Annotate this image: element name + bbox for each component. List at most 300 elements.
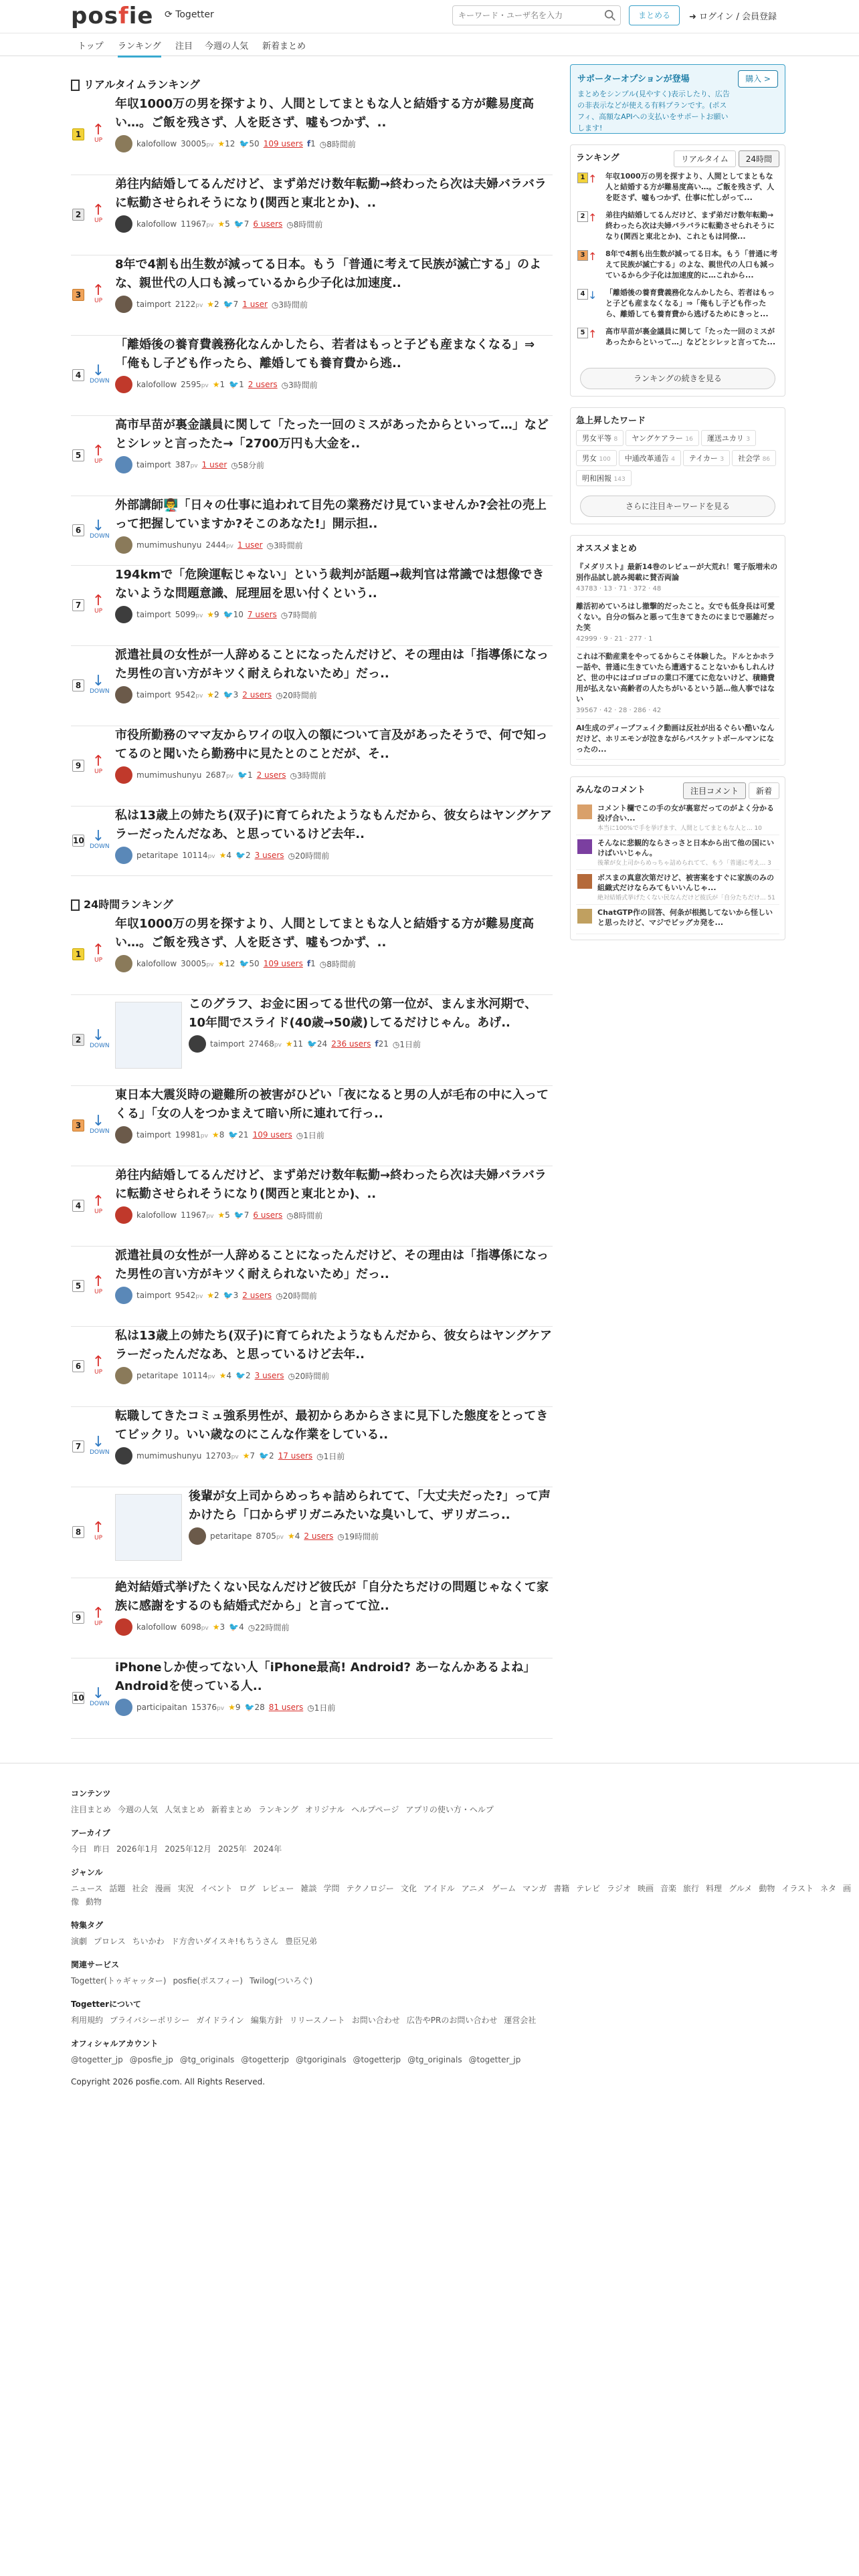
- comment-item[interactable]: [576, 870, 779, 905]
- favorites: [217, 959, 235, 968]
- footer-link[interactable]: @togetterjp: [353, 2055, 401, 2064]
- footer-link[interactable]: レビュー: [262, 1884, 294, 1893]
- bookmark-users[interactable]: 109 users: [252, 1130, 292, 1140]
- footer-link[interactable]: マンガ: [522, 1884, 547, 1893]
- footer-link[interactable]: 2026年1月: [116, 1844, 159, 1854]
- keyword-tag[interactable]: [576, 450, 617, 466]
- bookmark-users[interactable]: 7 users: [247, 610, 277, 619]
- footer-link[interactable]: プライバシーポリシー: [110, 2016, 190, 2025]
- footer-link[interactable]: 動物: [759, 1884, 775, 1893]
- bookmark-users[interactable]: 2 users: [242, 690, 272, 700]
- ranking-item[interactable]: [71, 1327, 553, 1407]
- nav-weekly[interactable]: 今週の人気: [205, 41, 249, 51]
- footer-link[interactable]: ログ: [239, 1884, 256, 1893]
- footer-link[interactable]: イベント: [200, 1884, 233, 1893]
- ranking-item[interactable]: [71, 995, 553, 1086]
- author-name[interactable]: participaitan: [136, 1703, 187, 1712]
- rank-badge: 9: [72, 1612, 84, 1624]
- author-name[interactable]: taimport: [210, 1039, 245, 1049]
- bookmark-users[interactable]: 3 users: [254, 1371, 284, 1380]
- promo-purchase-button[interactable]: 購入 >: [738, 70, 778, 88]
- author-name[interactable]: taimport: [136, 1130, 171, 1140]
- footer-link[interactable]: アニメ: [461, 1884, 486, 1893]
- ranking-item[interactable]: [71, 726, 553, 807]
- ranking-item[interactable]: [71, 1487, 553, 1578]
- rising-words-title: 急上昇したワード: [576, 416, 646, 426]
- post-time: [393, 1039, 421, 1050]
- footer-link[interactable]: お問い合わせ: [351, 2016, 400, 2025]
- recommended-item[interactable]: [576, 597, 779, 647]
- arrow-down-icon: ↓: [92, 673, 105, 689]
- rank-down-indicator: [90, 673, 110, 695]
- avatar[interactable]: [115, 376, 132, 393]
- item-title[interactable]: 弟往内結婚してるんだけど、まず弟だけ数年転勤→終わったら次は夫婦バラバラに転勤させられそうになり(関西と東北とか)、..: [115, 177, 547, 210]
- favorite-count: 4: [294, 1531, 300, 1541]
- footer-link[interactable]: ネタ: [820, 1884, 837, 1893]
- footer-link[interactable]: ちいかわ: [132, 1937, 165, 1946]
- footer-link[interactable]: 新着まとめ: [211, 1805, 252, 1814]
- bookmark-users[interactable]: 2 users: [304, 1531, 334, 1541]
- author-name[interactable]: taimport: [136, 690, 171, 700]
- ranking-item[interactable]: [71, 807, 553, 876]
- pv-unit: pv: [206, 962, 214, 968]
- pv-unit: pv: [231, 1454, 239, 1461]
- item-thumbnail[interactable]: [115, 1494, 182, 1561]
- author-name[interactable]: mumimushunyu: [136, 540, 202, 550]
- keyword-text: 男女平等: [582, 434, 611, 443]
- footer-link[interactable]: @posfie_jp: [129, 2055, 173, 2064]
- recommended-meta: 42999 · 9 · 21 · 277 · 1: [576, 635, 653, 643]
- avatar[interactable]: [115, 1206, 132, 1224]
- footer-link[interactable]: 学問: [323, 1884, 340, 1893]
- author-name[interactable]: mumimushunyu: [136, 770, 202, 780]
- ranking-item[interactable]: [71, 915, 553, 995]
- keyword-tag[interactable]: [576, 470, 632, 486]
- rank-badge: 7: [72, 1440, 84, 1453]
- item-title[interactable]: 絶対結婚式挙げたくない民なんだけど彼氏が「自分たちだけの問題じゃなくて家族に感謝をするのも結婚式だから」と言ってて泣..: [115, 1580, 549, 1613]
- avatar[interactable]: [115, 1126, 132, 1144]
- ranking-item[interactable]: [71, 1407, 553, 1487]
- ranking-item[interactable]: [71, 496, 553, 566]
- footer-link[interactable]: posfie(ポスフィー): [173, 1976, 243, 1985]
- bookmark-users[interactable]: 1 user: [242, 300, 268, 309]
- clock-icon: ◷: [316, 1451, 324, 1461]
- clock-icon: ◷: [392, 1039, 400, 1049]
- item-title[interactable]: iPhoneしか使ってない人「iPhone最高! Android? あーなんかあるよね」Androidを使っている人..: [115, 1660, 536, 1693]
- recommended-title-text[interactable]: 『メダリスト』最新14巻のレビューが大荒れ！電子版増未の別作品試し読み掲載に賛否両論: [576, 562, 778, 582]
- item-meta: [189, 1035, 553, 1058]
- commenter-avatar[interactable]: [577, 804, 592, 819]
- footer-link[interactable]: 2025年12月: [165, 1844, 212, 1854]
- bookmark-users[interactable]: 6 users: [253, 219, 283, 229]
- footer-link[interactable]: グルメ: [729, 1884, 753, 1893]
- footer-link[interactable]: ニュース: [71, 1884, 103, 1893]
- footer-link[interactable]: 映画: [638, 1884, 654, 1893]
- footer-link[interactable]: @togetter_jp: [468, 2055, 521, 2064]
- author-name[interactable]: petaritape: [210, 1531, 252, 1541]
- ranking-item[interactable]: [71, 1166, 553, 1247]
- favorite-count: 3: [219, 1622, 225, 1632]
- ranking-item[interactable]: [71, 175, 553, 255]
- nav-ranking[interactable]: ランキング: [118, 39, 161, 58]
- side-ranking-item[interactable]: [576, 210, 779, 246]
- footer-link[interactable]: 社会: [132, 1884, 149, 1893]
- page-views: [175, 690, 203, 700]
- author-name[interactable]: kalofollow: [136, 139, 177, 148]
- comment-reference[interactable]: 絶対結婚式挙げたくない民なんだけど彼氏が「自分たちだけ... 51: [597, 895, 775, 901]
- ranking-item[interactable]: [71, 95, 553, 175]
- arrow-up-icon: ↑: [92, 1519, 105, 1536]
- favorite-count: 4: [226, 1371, 232, 1380]
- post-time: [267, 540, 303, 551]
- footer-link[interactable]: イラスト: [781, 1884, 814, 1893]
- search-input[interactable]: [453, 6, 599, 25]
- share-count: 7: [244, 1210, 250, 1220]
- footer-link[interactable]: @tg_originals: [407, 2055, 462, 2064]
- item-title[interactable]: 外部講師👨‍🏫「日々の仕事に追われて目先の業務だけ見ていませんか?会社の売上って把握していますか?そこのあなた!」開示担..: [115, 498, 547, 531]
- footer-link[interactable]: 注目まとめ: [71, 1805, 112, 1814]
- arrow-down-icon: ↓: [588, 289, 597, 302]
- commenter-avatar[interactable]: [577, 874, 592, 889]
- avatar[interactable]: [115, 686, 132, 704]
- side-ranking-item[interactable]: [576, 171, 779, 207]
- side-ranking-item[interactable]: [576, 288, 779, 324]
- item-title[interactable]: 私は13歳上の姉たち(双子)に育てられたようなもんだから、彼女らはヤングケアラーだったんだなあ、と思っているけど去年..: [115, 809, 552, 841]
- author-name[interactable]: kalofollow: [136, 959, 177, 968]
- keyword-tag[interactable]: [683, 450, 730, 466]
- footer-link[interactable]: アプリの使い方・ヘルプ: [405, 1805, 494, 1814]
- bookmark-users[interactable]: 236 users: [331, 1039, 371, 1049]
- comment-reference[interactable]: 本当に100%で手を挙げます、人間としてまともな人と... 10: [597, 825, 762, 832]
- pv-unit: pv: [274, 1042, 282, 1049]
- side-ranking-text[interactable]: 年収1000万の男を探すより、人間としてまともな人と結婚する方が難易度高い…。ご飯を残さず、人を貶さず、嘘もつかず、仕事に忙しがって...: [605, 172, 775, 202]
- posfie-logo[interactable]: posfie: [71, 3, 154, 29]
- footer-link[interactable]: リリースノート: [289, 2016, 345, 2025]
- realtime-title-text: リアルタイムランキング: [84, 78, 200, 91]
- author-name[interactable]: kalofollow: [136, 1210, 177, 1220]
- footer-link[interactable]: @togetter_jp: [71, 2055, 123, 2064]
- footer-link[interactable]: 文化: [400, 1884, 417, 1893]
- footer-link[interactable]: @tg_originals: [179, 2055, 235, 2064]
- ranking-item[interactable]: [71, 646, 553, 726]
- footer-link[interactable]: 動物: [86, 1897, 102, 1907]
- author-name[interactable]: kalofollow: [136, 219, 177, 229]
- post-time: [337, 1531, 379, 1542]
- avatar[interactable]: [115, 135, 132, 152]
- rank-badge: 1: [72, 948, 84, 960]
- footer-link[interactable]: 画像: [71, 1884, 852, 1907]
- keyword-count: 3: [720, 456, 725, 463]
- tab-realtime[interactable]: リアルタイム: [674, 150, 736, 167]
- item-title[interactable]: 高市早苗が裏金議員に関して「たった一回のミスがあったからといって…」などとシレッと言ったた→「2700万円も大金を..: [115, 418, 549, 451]
- page-views: [182, 851, 215, 860]
- ranking-item[interactable]: [71, 1086, 553, 1166]
- avatar[interactable]: [115, 456, 132, 473]
- author-name[interactable]: taimport: [136, 1291, 171, 1300]
- avatar[interactable]: [115, 1699, 132, 1716]
- comment-item[interactable]: [576, 800, 779, 835]
- side-ranking-text[interactable]: 高市早苗が裏金議員に関して「たった一回のミスがあったからといって…」などとシレッと言ってた...: [605, 327, 776, 346]
- ranking-item[interactable]: [71, 1578, 553, 1658]
- recommended-title-text[interactable]: 離活初めていろはし撤撃的だったこと。女でも低身長は可愛くない。自分の悩みと悪って生きてきたのにまじで悪雑だった笑: [576, 602, 775, 632]
- bird-icon: 🐦: [239, 139, 250, 148]
- side-ranking-text[interactable]: 弟往内結婚してるんだけど、まず弟だけ数年転勤→終わったら次は夫婦バラバラに転勤させられそうになり(関西と東北とか)、これともは同僚...: [605, 211, 775, 241]
- star-icon: ★: [217, 219, 225, 229]
- ranking-item[interactable]: [71, 336, 553, 416]
- bookmark-users[interactable]: 1 user: [237, 540, 263, 550]
- footer-link[interactable]: ラジオ: [606, 1884, 631, 1893]
- author-name[interactable]: kalofollow: [136, 1622, 177, 1632]
- recommended-title-text[interactable]: AI生成のディープフェイク動画は反社が出るぐらい酷いなんだけど、ホリエモンが泣きながらバスケットボールマンになったの...: [576, 724, 775, 754]
- comment-text: そんなに悲観的ならさっさと日本から出て他の国にいけばいいじゃん。: [597, 839, 774, 857]
- footer-links: [71, 1842, 859, 1856]
- footer-link[interactable]: 広告やPRのお問い合わせ: [406, 2016, 498, 2025]
- nav-top[interactable]: トップ: [78, 41, 104, 51]
- footer-link[interactable]: 書籍: [553, 1884, 570, 1893]
- ranking-item[interactable]: [71, 1247, 553, 1327]
- avatar[interactable]: [115, 215, 132, 233]
- keyword-count: 86: [762, 456, 771, 463]
- avatar[interactable]: [115, 1618, 132, 1636]
- footer-link[interactable]: 豊臣兄弟: [285, 1937, 318, 1946]
- post-time: [296, 1130, 324, 1141]
- footer-link[interactable]: 利用規約: [71, 2016, 104, 2025]
- item-title[interactable]: 年収1000万の男を探すより、人間としてまともな人と結婚する方が難易度高い…。ご飯を残さず、人を貶さず、嘘もつかず、..: [115, 917, 535, 950]
- footer-link[interactable]: Togetter(トゥギャッター): [71, 1976, 167, 1985]
- bookmark-users[interactable]: 109 users: [263, 139, 303, 148]
- recommended-title-text[interactable]: これは不動産業をやってるからこそ体験した。ドルとかホラー話や、普通に生きていたら遭遇することないかもしれんけど、世の中にはゴロゴロの業口不運てに危ないけど、積籍費用が払えない高齢者の人たちがいるという話…他人事ではない: [576, 652, 775, 704]
- shares: [239, 959, 259, 968]
- footer-link[interactable]: 昨日: [94, 1844, 110, 1854]
- bird-icon: 🐦: [259, 1451, 269, 1461]
- avatar[interactable]: [189, 1035, 206, 1053]
- bookmark-users[interactable]: 2 users: [248, 380, 278, 389]
- footer-link[interactable]: ゲーム: [492, 1884, 516, 1893]
- item-title[interactable]: 「離婚後の養育費義務化なんかしたら、若者はもっと子ども産まなくなる」⇒「俺もし子ども作ったら、離婚しても養育費から逃..: [115, 338, 535, 370]
- side-ranking-item[interactable]: [576, 249, 779, 285]
- side-ranking-text[interactable]: 「離婚後の養育費義務化なんかしたら、若者はもっと子ども産まなくなる」⇒「俺もし子ども作ったら、離婚しても養育費から逃げるためにきっと...: [605, 288, 775, 318]
- item-title[interactable]: 194kmで「危険運転じゃない」という裁判が話題→裁判官は常識では想像できないような問題意識、屁理屈を思い付くという..: [115, 568, 545, 601]
- favorites: [217, 139, 235, 148]
- item-thumbnail[interactable]: [115, 1002, 182, 1069]
- bookmark-users[interactable]: 3 users: [254, 851, 284, 860]
- footer-link[interactable]: 演劇: [71, 1937, 88, 1946]
- share-count: 2: [245, 851, 251, 860]
- item-title[interactable]: 東日本大震災時の避難所の被害がひどい「夜になると男の人が毛布の中に入ってくる」「女の人をつかまえて暗い所に連れて行っ..: [115, 1088, 549, 1121]
- item-title[interactable]: 年収1000万の男を探すより、人間としてまともな人と結婚する方が難易度高い…。ご飯を残さず、人を貶さず、嘘もつかず、..: [115, 97, 535, 130]
- footer-link[interactable]: 料理: [706, 1884, 723, 1893]
- footer-link[interactable]: 雑談: [300, 1884, 317, 1893]
- fb-count-value: 21: [378, 1039, 389, 1049]
- keyword-tag[interactable]: [619, 450, 681, 466]
- item-title[interactable]: 後輩が女上司からめっちゃ詰められてて、「大丈夫だった?」って声かけたら「口からザリガニみたいな臭いして、ザリガニっ..: [189, 1489, 551, 1522]
- rank-down-indicator: [90, 1685, 110, 1707]
- share-count: 50: [249, 139, 260, 148]
- footer-link[interactable]: オリジナル: [304, 1805, 345, 1814]
- rank-badge: 8: [72, 679, 84, 691]
- page-views: [175, 1130, 208, 1140]
- ranking-more-button[interactable]: ランキングの続きを見る: [580, 368, 775, 389]
- rank-badge: 6: [72, 1360, 84, 1372]
- recommended-card: [570, 535, 785, 766]
- shares: [234, 1210, 250, 1220]
- author-name[interactable]: mumimushunyu: [136, 1451, 202, 1461]
- footer-link[interactable]: 音楽: [660, 1884, 677, 1893]
- footer-link[interactable]: 人気まとめ: [165, 1805, 205, 1814]
- pv-count: 30005: [181, 139, 207, 148]
- keyword-count: 143: [613, 476, 626, 483]
- favorite-count: 11: [292, 1039, 303, 1049]
- item-title[interactable]: 弟往内結婚してるんだけど、まず弟だけ数年転勤→終わったら次は夫婦バラバラに転勤させられそうになり(関西と東北とか)、..: [115, 1168, 547, 1201]
- rank-up-indicator: [90, 203, 107, 224]
- avatar[interactable]: [115, 296, 132, 313]
- footer-link[interactable]: 運営会社: [504, 2016, 537, 2025]
- avatar[interactable]: [115, 1447, 132, 1465]
- shares: [235, 1371, 251, 1380]
- rank-up-indicator: [90, 1194, 107, 1215]
- login-link[interactable]: [689, 9, 777, 22]
- footer-link[interactable]: Twilog(ついろぐ): [250, 1976, 313, 1985]
- star-icon: ★: [207, 690, 215, 700]
- create-matome-button[interactable]: まとめる: [629, 5, 680, 25]
- bookmark-users[interactable]: 6 users: [253, 1210, 283, 1220]
- avatar[interactable]: [115, 1287, 132, 1304]
- footer-link[interactable]: 実況: [177, 1884, 194, 1893]
- rank-badge: 6: [72, 524, 84, 536]
- footer-link[interactable]: テクノロジー: [346, 1884, 394, 1893]
- footer-link[interactable]: @togetterjp: [241, 2055, 290, 2064]
- side-rank-badge: 5: [577, 328, 588, 338]
- bookmark-users[interactable]: 17 users: [278, 1451, 313, 1461]
- footer-link[interactable]: 漫画: [155, 1884, 171, 1893]
- item-title[interactable]: 転職してきたコミュ強系男性が、最初からあからさまに見下した態度をとってきてビックリ。いい歳なのにこんな作業をしている..: [115, 1409, 549, 1442]
- author-name[interactable]: taimport: [136, 610, 171, 619]
- item-title[interactable]: 私は13歳上の姉たち(双子)に育てられたようなもんだから、彼女らはヤングケアラーだったんだなあ、と思っているけど去年..: [115, 1329, 552, 1362]
- commenter-avatar[interactable]: [577, 909, 592, 924]
- keywords-more-button[interactable]: さらに注目キーワードを見る: [580, 496, 775, 517]
- avatar[interactable]: [115, 766, 132, 784]
- bookmark-users[interactable]: 2 users: [242, 1291, 272, 1300]
- author-name[interactable]: kalofollow: [136, 380, 177, 389]
- footer-link[interactable]: テレビ: [576, 1884, 600, 1893]
- page-views: [181, 139, 213, 148]
- author-name[interactable]: petaritape: [136, 1371, 179, 1380]
- avatar[interactable]: [189, 1527, 206, 1545]
- arrow-up-icon: ↑: [92, 443, 105, 459]
- rising-words-tags: [576, 430, 779, 490]
- item-title[interactable]: 派遣社員の女性が一人辞めることになったんだけど、その理由は「指導係になった男性の言い方がキツく耐えられないため」だっ..: [115, 1249, 549, 1281]
- clock-icon: ◷: [281, 380, 289, 390]
- commenter-avatar[interactable]: [577, 839, 592, 854]
- favorite-count: 7: [250, 1451, 256, 1461]
- favorite-count: 2: [214, 1291, 219, 1300]
- bookmark-users[interactable]: 109 users: [263, 959, 303, 968]
- comment-reference[interactable]: 後輩が女上司からめっちゃ詰められてて、もう「普通に考え... 3: [597, 860, 771, 867]
- rank-up-indicator: [90, 444, 107, 465]
- item-title[interactable]: 8年で4割も出生数が減ってる日本。もう「普通に考えて民族が滅亡する」のよな、親世代の人口も減っているから少子化は加速度..: [115, 257, 542, 290]
- pv-unit: pv: [201, 1625, 209, 1632]
- footer-link[interactable]: ガイドライン: [196, 2016, 244, 2025]
- recommended-item[interactable]: [576, 647, 779, 719]
- ranking-item[interactable]: [71, 255, 553, 336]
- ranking-item[interactable]: [71, 1658, 553, 1739]
- post-time-text: 7時間前: [288, 610, 317, 620]
- tab-24h[interactable]: 24時間: [739, 150, 779, 167]
- footer-link[interactable]: 話題: [109, 1884, 126, 1893]
- item-meta: [115, 1126, 553, 1149]
- item-title[interactable]: このグラフ、お金に困ってる世代の第一位が、まんま氷河期で、10年間でスライド(40歳→50歳)してるだけじゃん。あげ..: [189, 997, 537, 1030]
- footer-link[interactable]: ド方舎いダイスキ!もちうさん: [171, 1937, 279, 1946]
- search-icon[interactable]: [604, 9, 616, 21]
- footer-link[interactable]: @tgoriginals: [296, 2055, 347, 2064]
- keyword-tag[interactable]: [626, 430, 699, 446]
- keyword-tag[interactable]: [576, 430, 624, 446]
- footer-link[interactable]: 旅行: [683, 1884, 700, 1893]
- shares: [307, 1039, 327, 1049]
- avatar[interactable]: [115, 1367, 132, 1384]
- keyword-tag[interactable]: [701, 430, 756, 446]
- favorites: [217, 219, 229, 229]
- author-name[interactable]: petaritape: [136, 851, 179, 860]
- item-meta: [115, 1447, 553, 1470]
- comment-item[interactable]: [576, 835, 779, 870]
- page-views: [175, 610, 203, 619]
- bookmark-users[interactable]: 2 users: [256, 770, 286, 780]
- footer-link[interactable]: 2025年: [218, 1844, 247, 1854]
- item-title[interactable]: 市役所勤務のママ友からワイの収入の額について言及があったそうで、何で知ってるのと聞いたら勤務中に見たとのことだが、そ..: [115, 728, 548, 761]
- nav-new[interactable]: 新着まとめ: [262, 41, 306, 51]
- author-name[interactable]: taimport: [136, 460, 171, 469]
- clock-icon: ◷: [290, 770, 297, 780]
- pv-unit: pv: [207, 853, 215, 860]
- footer-link[interactable]: 今日: [71, 1844, 88, 1854]
- rank-direction-label: DOWN: [90, 1449, 110, 1456]
- footer-link[interactable]: 今週の人気: [118, 1805, 159, 1814]
- ranking-item[interactable]: [71, 566, 553, 646]
- avatar[interactable]: [115, 606, 132, 623]
- tab-new-comments[interactable]: 新着: [749, 782, 779, 799]
- footer-link[interactable]: 編集方針: [250, 2016, 283, 2025]
- bookmark-users[interactable]: 81 users: [268, 1703, 304, 1712]
- recommended-item[interactable]: [576, 558, 779, 597]
- item-title[interactable]: 派遣社員の女性が一人辞めることになったんだけど、その理由は「指導係になった男性の言い方がキツく耐えられないため」だっ..: [115, 648, 549, 681]
- footer-link[interactable]: 2024年: [253, 1844, 282, 1854]
- footer-link[interactable]: プロレス: [94, 1937, 126, 1946]
- recommended-item[interactable]: [576, 719, 779, 760]
- footer-link[interactable]: ランキング: [258, 1805, 298, 1814]
- side-ranking-item[interactable]: [576, 326, 779, 362]
- ranking-item[interactable]: [71, 416, 553, 496]
- bookmark-users[interactable]: 1 user: [201, 460, 227, 469]
- post-time-text: 20時間前: [294, 1371, 330, 1381]
- comment-item[interactable]: [576, 905, 779, 934]
- keyword-tag[interactable]: [732, 450, 776, 466]
- tab-featured-comments[interactable]: 注目コメント: [683, 782, 746, 799]
- post-time: [276, 1290, 317, 1301]
- author-name[interactable]: taimport: [136, 300, 171, 309]
- footer-link[interactable]: アイドル: [423, 1884, 455, 1893]
- favorite-count: 9: [214, 610, 219, 619]
- arrow-up-icon: ↑: [92, 1605, 105, 1622]
- avatar[interactable]: [115, 955, 132, 972]
- avatar[interactable]: [115, 847, 132, 864]
- togetter-link[interactable]: ⟳ Togetter: [165, 9, 214, 20]
- footer-link[interactable]: ヘルプページ: [351, 1805, 399, 1814]
- side-ranking-text[interactable]: 8年で4割も出生数が減ってる日本。もう「普通に考えて民族が滅亡する」のよな、親世代の人口も減っているから少子化は加速度的に…これから...: [605, 249, 778, 280]
- nav-featured[interactable]: 注目: [175, 41, 193, 51]
- avatar[interactable]: [115, 536, 132, 554]
- star-icon: ★: [211, 1130, 219, 1140]
